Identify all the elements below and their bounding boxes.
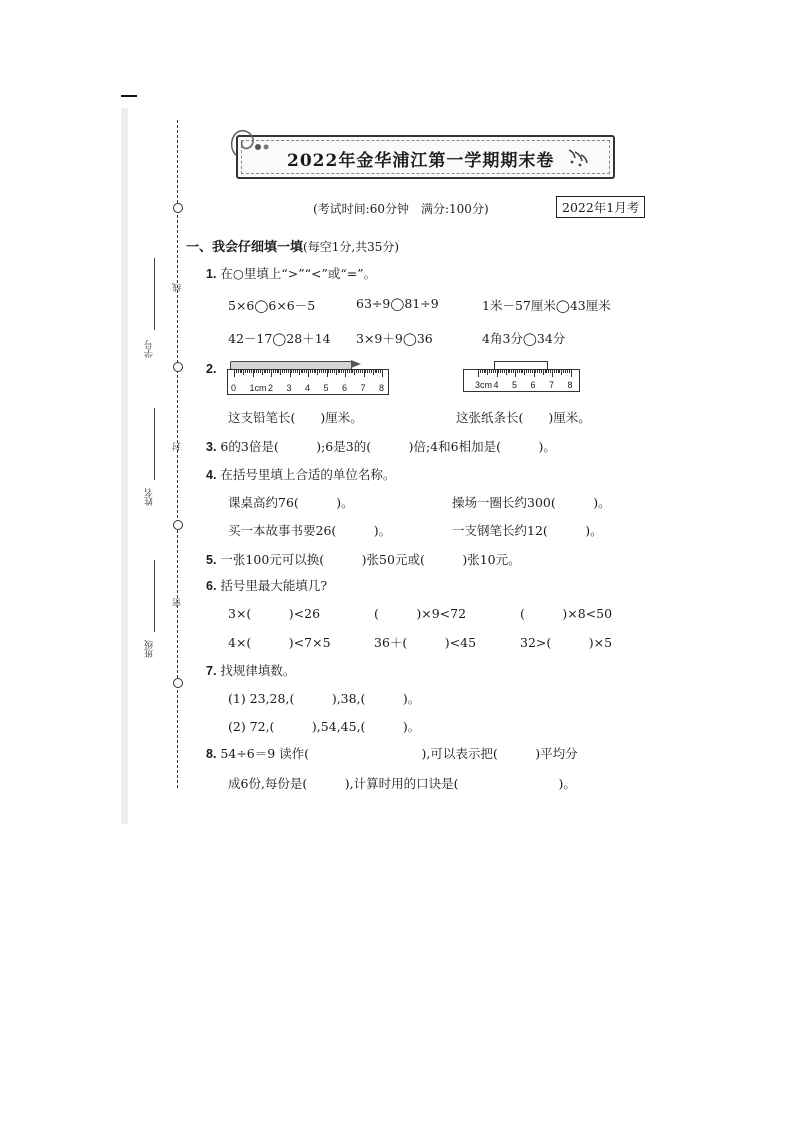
ruler-tick — [526, 370, 527, 373]
ruler-tick — [484, 370, 485, 373]
ruler-tick — [308, 370, 309, 377]
question-text: 括号里最大能填几? — [220, 578, 328, 593]
ruler-right — [463, 369, 580, 392]
ruler-tick — [489, 370, 490, 373]
ruler-tick — [297, 370, 298, 373]
ruler-tick — [295, 370, 296, 373]
ruler-tick — [336, 370, 337, 375]
ruler-tick — [330, 370, 331, 373]
ruler-tick — [509, 370, 510, 373]
ruler-tick — [321, 370, 322, 373]
question-3 — [206, 437, 556, 455]
ruler-tick — [253, 370, 254, 377]
seal-char-seal: 封 — [173, 442, 183, 451]
ruler-label: 4 — [305, 383, 311, 393]
ruler-tick — [345, 370, 346, 377]
ruler-tick — [485, 370, 486, 373]
ruler-tick — [354, 370, 355, 375]
ruler-tick — [349, 370, 350, 373]
ruler-tick — [334, 370, 335, 373]
section-note: (每空1分,共35分) — [303, 240, 400, 254]
ruler-tick — [358, 370, 359, 373]
ruler-tick — [563, 370, 564, 373]
name-line — [154, 408, 155, 480]
ruler-tick — [236, 370, 237, 373]
q4-item: 一支钢笔长约12( )。 — [452, 523, 603, 538]
ruler-tick — [364, 370, 365, 377]
question-2-number — [206, 361, 216, 376]
ruler-tick — [312, 370, 313, 373]
question-number: 4. — [206, 468, 217, 482]
ruler-tick — [273, 370, 274, 373]
ruler-tick — [291, 370, 292, 373]
ruler-label: 4 — [493, 380, 499, 390]
ruler-tick — [264, 370, 265, 373]
binding-hole — [173, 520, 183, 530]
ruler-tick — [495, 370, 496, 373]
ruler-tick — [561, 370, 562, 375]
q1-item: 63÷9◯81÷9 — [356, 296, 439, 311]
ruler-tick — [511, 370, 512, 373]
ruler-tick — [571, 370, 572, 377]
ruler-tick — [515, 370, 516, 377]
question-7-stem — [206, 661, 295, 679]
ruler-tick — [280, 370, 281, 375]
ruler-tick — [327, 370, 328, 377]
ruler-tick — [506, 370, 507, 375]
q1-item: 42－17◯28＋14 — [228, 331, 331, 346]
ruler-tick — [290, 370, 291, 377]
question-8-line1 — [206, 744, 578, 762]
question-text: 在○里填上“>”“<”或“=”。 — [220, 266, 377, 281]
ruler-tick — [315, 370, 316, 373]
question-number: 6. — [206, 579, 217, 593]
ruler-tick — [491, 370, 492, 373]
ruler-tick — [306, 370, 307, 373]
ruler-tick — [241, 370, 242, 373]
ruler-tick — [537, 370, 538, 373]
ruler-tick — [332, 370, 333, 373]
ruler-tick — [504, 370, 505, 373]
ruler-tick — [351, 370, 352, 373]
ruler-tick — [304, 370, 305, 373]
ruler-tick — [567, 370, 568, 373]
question-text: 一张100元可以换( )张50元或( )张10元。 — [220, 552, 521, 567]
q4-item: 课桌高约76( )。 — [228, 495, 354, 510]
ruler-tick — [548, 370, 549, 373]
q7-item: (2) 72,( ),54,45,( )。 — [228, 719, 421, 734]
pencil-tip — [351, 360, 361, 368]
ruler-label: 5 — [323, 383, 329, 393]
ruler-tick — [535, 370, 536, 373]
ruler-tick — [530, 370, 531, 373]
ruler-tick — [569, 370, 570, 373]
ruler-tick — [502, 370, 503, 373]
ruler-tick — [376, 370, 377, 373]
ruler-tick — [497, 370, 498, 377]
ruler-tick — [367, 370, 368, 373]
ruler-tick — [524, 370, 525, 375]
ruler-tick — [238, 370, 239, 373]
ruler-tick — [554, 370, 555, 373]
ruler-tick — [314, 370, 315, 373]
exam-meta: (考试时间:60分钟 满分:100分) — [313, 202, 489, 216]
ruler-label: 3 — [286, 383, 292, 393]
binding-hole — [173, 362, 183, 372]
ruler-tick — [365, 370, 366, 373]
seal-char-secret: 密 — [173, 598, 183, 607]
ruler-tick — [240, 370, 241, 373]
question-text: 找规律填数。 — [220, 663, 296, 678]
ruler-tick — [254, 370, 255, 373]
q6-item: ( )×8<50 — [520, 606, 613, 621]
seal-char-line: 线 — [173, 283, 183, 292]
ruler-tick — [498, 370, 499, 373]
question-number: 1. — [206, 267, 217, 281]
question-8-line2: 成6份,每份是( ),计算时用的口诀是( )。 — [228, 776, 576, 791]
ruler-tick — [521, 370, 522, 373]
ruler-tick — [319, 370, 320, 373]
question-text: 6的3倍是( );6是3的( )倍;4和6相加是( )。 — [220, 439, 556, 454]
question-number: 8. — [206, 747, 217, 761]
ruler-tick — [352, 370, 353, 373]
ruler-tick — [302, 370, 303, 373]
ruler-tick — [534, 370, 535, 377]
ruler-tick — [258, 370, 259, 373]
ruler-label: 8 — [379, 383, 385, 393]
ruler-tick — [493, 370, 494, 373]
ruler-tick — [552, 370, 553, 377]
ruler-tick — [328, 370, 329, 373]
ruler-tick — [360, 370, 361, 373]
ruler-tick — [565, 370, 566, 373]
q4-item: 买一本故事书要26( )。 — [228, 523, 392, 538]
class-line — [154, 560, 155, 632]
name-label: 姓名 — [145, 488, 155, 506]
ruler-tick — [347, 370, 348, 373]
ruler-tick — [249, 370, 250, 373]
ruler-tick — [532, 370, 533, 373]
question-6-stem — [206, 576, 327, 594]
ruler-tick — [247, 370, 248, 373]
ruler-tick — [558, 370, 559, 373]
ruler-tick — [546, 370, 547, 373]
ruler-tick — [234, 370, 235, 377]
ruler-tick — [543, 370, 544, 375]
question-number: 7. — [206, 664, 217, 678]
ruler-tick — [339, 370, 340, 373]
ruler-tick — [251, 370, 252, 373]
ruler-label: 6 — [342, 383, 348, 393]
ruler-tick — [519, 370, 520, 373]
ruler-tick — [275, 370, 276, 373]
q1-item: 3×9＋9◯36 — [356, 331, 433, 346]
ruler-tick — [539, 370, 540, 373]
ruler-tick — [343, 370, 344, 373]
ruler-label: 0 — [231, 383, 237, 393]
ruler-tick — [301, 370, 302, 373]
leaf-ornament-icon — [566, 146, 592, 170]
ruler-tick — [487, 370, 488, 375]
ruler-tick — [265, 370, 266, 373]
ruler-tick — [269, 370, 270, 373]
ruler-label: 3cm — [475, 380, 493, 390]
ruler-tick — [293, 370, 294, 373]
q4-item: 操场一圈长约300( )。 — [452, 495, 611, 510]
ruler-tick — [271, 370, 272, 377]
scan-edge-shadow — [121, 108, 128, 824]
ruler-tick — [528, 370, 529, 373]
ruler-tick — [378, 370, 379, 373]
ruler-tick — [299, 370, 300, 375]
corner-mark — [121, 95, 137, 97]
ruler-label: 7 — [549, 380, 555, 390]
question-number: 3. — [206, 440, 217, 454]
ruler-tick — [517, 370, 518, 373]
question-text: 在括号里填上合适的单位名称。 — [220, 467, 396, 482]
ruler-tick — [382, 370, 383, 377]
q1-item: 5×6◯6×6－5 — [228, 298, 316, 313]
q6-item: 32>( )×5 — [520, 635, 613, 650]
ruler-tick — [286, 370, 287, 373]
ruler-tick — [508, 370, 509, 373]
ruler-tick — [559, 370, 560, 373]
ruler-tick — [284, 370, 285, 373]
q6-item: 3×( )<26 — [228, 606, 321, 621]
section-heading — [186, 236, 399, 255]
ruler-tick — [373, 370, 374, 375]
question-4-stem — [206, 465, 395, 483]
ruler-tick — [482, 370, 483, 373]
ruler-tick — [513, 370, 514, 373]
question-number: 2. — [206, 362, 217, 376]
ruler-label: 6 — [530, 380, 536, 390]
ruler-tick — [550, 370, 551, 373]
ruler-left — [227, 369, 389, 395]
ruler-tick — [371, 370, 372, 373]
ruler-tick — [478, 370, 479, 377]
question-5 — [206, 550, 521, 568]
section-title: 一、我会仔细填一填 — [186, 240, 304, 255]
ruler-label: 7 — [360, 383, 366, 393]
ruler-tick — [243, 370, 244, 375]
question-number: 5. — [206, 553, 217, 567]
ruler-label: 5 — [512, 380, 518, 390]
q6-item: 4×( )<7×5 — [228, 635, 331, 650]
ruler-tick — [288, 370, 289, 373]
q7-item: (1) 23,28,( ),38,( )。 — [228, 691, 421, 706]
ruler-tick — [278, 370, 279, 373]
ruler-tick — [380, 370, 381, 373]
ruler-tick — [325, 370, 326, 373]
q2-right-answer: 这张纸条长( )厘米。 — [456, 410, 591, 425]
ruler-label: 1cm — [249, 383, 267, 393]
ruler-tick — [245, 370, 246, 373]
paperclip-icon — [226, 125, 276, 159]
ruler-tick — [282, 370, 283, 373]
ruler-tick — [277, 370, 278, 373]
q1-item: 4角3分◯34分 — [482, 331, 566, 346]
ruler-tick — [317, 370, 318, 375]
ruler-tick — [338, 370, 339, 373]
student-id-line — [154, 258, 155, 330]
q6-item: ( )×9<72 — [374, 606, 467, 621]
ruler-tick — [480, 370, 481, 373]
ruler-tick — [369, 370, 370, 373]
binding-hole — [173, 678, 183, 688]
page-title: 2022年金华浦江第一学期期末卷 — [287, 151, 555, 171]
ruler-label: 2 — [268, 383, 274, 393]
question-1-stem — [206, 264, 376, 282]
binding-hole — [173, 203, 183, 213]
exam-date-tag: 2022年1月考 — [556, 196, 645, 218]
q1-item: 1米－57厘米◯43厘米 — [482, 298, 611, 313]
class-label: 班级 — [145, 640, 155, 658]
ruler-tick — [522, 370, 523, 373]
ruler-tick — [556, 370, 557, 373]
ruler-tick — [500, 370, 501, 373]
ruler-tick — [310, 370, 311, 373]
ruler-tick — [262, 370, 263, 375]
ruler-tick — [267, 370, 268, 373]
ruler-tick — [541, 370, 542, 373]
ruler-tick — [375, 370, 376, 373]
q6-item: 36＋( )<45 — [374, 635, 477, 650]
paper-strip-image — [494, 361, 548, 369]
ruler-label: 8 — [567, 380, 573, 390]
ruler-tick — [256, 370, 257, 373]
ruler-tick — [260, 370, 261, 373]
ruler-tick — [323, 370, 324, 373]
ruler-tick — [341, 370, 342, 373]
question-text: 54÷6＝9 读作( ),可以表示把( )平均分 — [220, 746, 578, 761]
ruler-tick — [356, 370, 357, 373]
q2-left-answer: 这支铅笔长( )厘米。 — [228, 410, 363, 425]
ruler-tick — [362, 370, 363, 373]
ruler-tick — [545, 370, 546, 373]
student-id-label: 学号 — [145, 340, 155, 358]
